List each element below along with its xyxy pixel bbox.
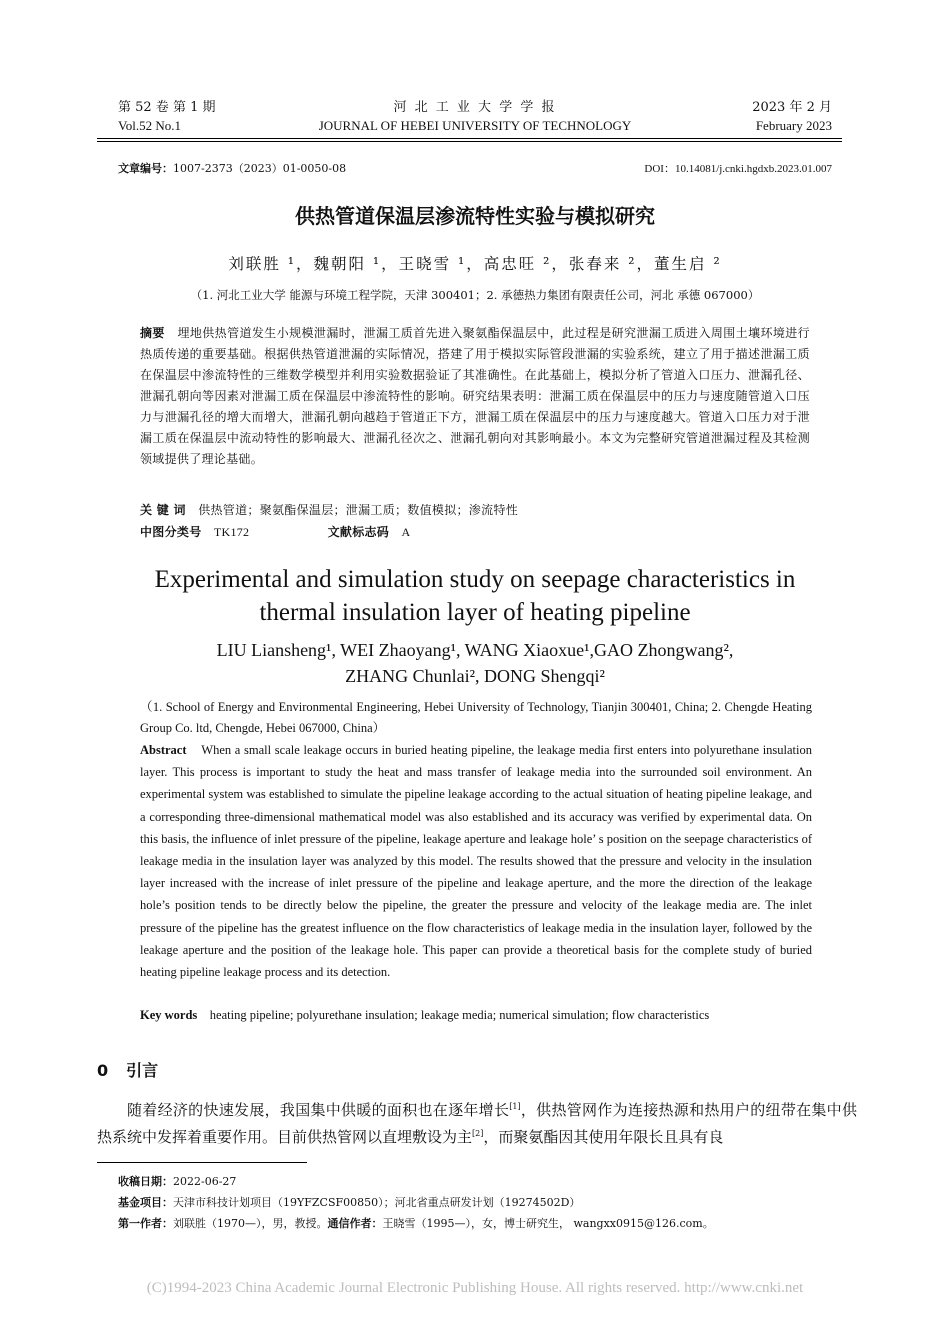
header-date-en: February 2023 xyxy=(755,118,832,133)
footnote-author: 第一作者：刘联胜（1970—），男，教授。通信作者：王晓雪（1995—），女，博士研究生， wangxx0915@126.com。 xyxy=(118,1217,714,1230)
section-number: 0 xyxy=(97,1061,109,1080)
doi: DOI：10.14081/j.cnki.hgdxb.2023.01.007 xyxy=(644,163,832,175)
footnote-rule xyxy=(97,1162,307,1163)
abstract-en-text: When a small scale leakage occurs in buried heating pipeline, the leakage media first enters into polyurethane insulation layer. This process is important to study the heat and mass transfer of leakage media into the surrounded soil environment. An experimental system was established to simulate the pipeline leakage according to the actual situation of heating pipeline leakage, and a corresponding three-dimensional mathematical model was also established and its accuracy was verified by experimental data. On this basis, the influence of inlet pressure of the pipeline, leakage aperture and leakage hole’ s position on the seepage characteristics of leakage media in the insulation layer was analyzed by this model. The results showed that the pressure and velocity in the insulation layer increased with the increase of inlet pressure of the pipeline and leakage aperture, and the more the direction of the leakage hole’s position tends to be directly below the pipeline, the greater the pressure and velocity of the leakage media are. The inlet pressure of the pipeline has the greatest influence on the flow characteristics of leakage media in the insulation layer, followed by the leakage aperture and the position of the leakage hole. This paper can provide a theoretical basis for the complete study of buried heating pipeline leakage process and its detection. xyxy=(140,743,812,980)
abstract-cn-text: 埋地供热管道发生小规模泄漏时，泄漏工质首先进入聚氨酯保温层中，此过程是研究泄漏工质进入周围土壤环境进行热质传递的重要基础。根据供热管道泄漏的实际情况，搭建了用于模拟实际管段泄漏的实验系统，建立了用于描述泄漏工质在保温层中渗流特性的三维数学模型并利用实验数据验证了其准确性。在此基础上，模拟分析了管道入口压力、泄漏孔径、泄漏孔朝向等因素对泄漏工质在保温层中渗流特性的影响。研究结果表明：泄漏工质在保温层中的压力与速度随管道入口压力与泄漏孔径的增大而增大，泄漏孔朝向越趋于管道正下方，泄漏工质在保温层中的压力与速度越大。管道入口压力对于泄漏工质在保温层中流动特性的影响最大、泄漏孔径次之、泄漏孔朝向对其影响最小。本文为完整研究管道泄漏过程及其检测领域提供了理论基础。 xyxy=(140,326,810,466)
keywords-cn: 关 键 词 供热管道；聚氨酯保温层；泄漏工质；数值模拟；渗流特性 xyxy=(140,503,519,517)
authors-en-line2: ZHANG Chunlai², DONG Shengqi² xyxy=(345,666,605,686)
header-issue-cn: 第 52 卷 第 1 期 xyxy=(118,100,216,115)
header-rule-thin xyxy=(97,141,842,142)
header-journal-cn: 河 北 工 业 大 学 学 报 xyxy=(393,100,557,115)
footnote-fund: 基金项目：天津市科技计划项目（19YFZCSF00850）；河北省重点研发计划（19274502D） xyxy=(118,1196,581,1209)
authors-cn: 刘联胜 ¹，魏朝阳 ¹，王晓雪 ¹，高忠旺 ²，张春来 ²，董生启 ² xyxy=(228,255,722,273)
citation-2[interactable]: [2] xyxy=(472,1129,484,1138)
copyright-line: (C)1994-2023 China Academic Journal Electronic Publishing House. All rights reserved. http://www.cnki.net xyxy=(146,1280,804,1296)
header-date-cn: 2023 年 2 月 xyxy=(752,100,832,115)
affiliation-cn: （1. 河北工业大学 能源与环境工程学院，天津 300401；2. 承德热力集团有限责任公司，河北 承德 067000） xyxy=(190,288,760,302)
title-cn: 供热管道保温层渗流特性实验与模拟研究 xyxy=(295,204,655,228)
abstract-cn-label: 摘要 xyxy=(140,326,165,340)
abstract-en-label: Abstract xyxy=(140,743,187,757)
header-journal-en: JOURNAL OF HEBEI UNIVERSITY OF TECHNOLOGY xyxy=(318,118,632,133)
footnote-received: 收稿日期：2022-06-27 xyxy=(118,1175,237,1188)
header-issue-en: Vol.52 No.1 xyxy=(118,118,181,133)
abstract-cn xyxy=(140,323,810,470)
article-number: 文章编号：1007-2373（2023）01-0050-08 xyxy=(118,162,347,175)
header-rule xyxy=(97,138,842,139)
title-en: Experimental and simulation study on seepage characteristics in thermal insulation layer of heating pipeline xyxy=(154,566,796,626)
authors-en-line1: LIU Liansheng¹, WEI Zhaoyang¹, WANG Xiaoxue¹,GAO Zhongwang², xyxy=(216,640,734,660)
citation-1[interactable]: [1] xyxy=(509,1102,521,1111)
keywords-en: Key words heating pipeline; polyurethane insulation; leakage media; numerical simulation; flow characteristics xyxy=(140,1008,710,1022)
section-heading xyxy=(97,1058,158,1081)
section-title: 引言 xyxy=(126,1061,159,1080)
affiliation-en: （1. School of Energy and Environmental Engineering, Hebei University of Technology, Tianjin 300401, China; 2. Chengde Heating Group Co. ltd, Chengde, Hebei 067000, China） xyxy=(140,700,812,735)
body-paragraph: 随着经济的快速发展，我国集中供暖的面积也在逐年增长[1]，供热管网作为连接热源和热用户的纽带在集中供热系统中发挥着重要作用。目前供热管网以直埋敷设为主[2]，而聚氨酯因其使用年限长且具有良 xyxy=(97,1101,857,1146)
abstract-en xyxy=(140,739,812,983)
classification: 中图分类号 TK172 文献标志码 A xyxy=(140,525,411,539)
